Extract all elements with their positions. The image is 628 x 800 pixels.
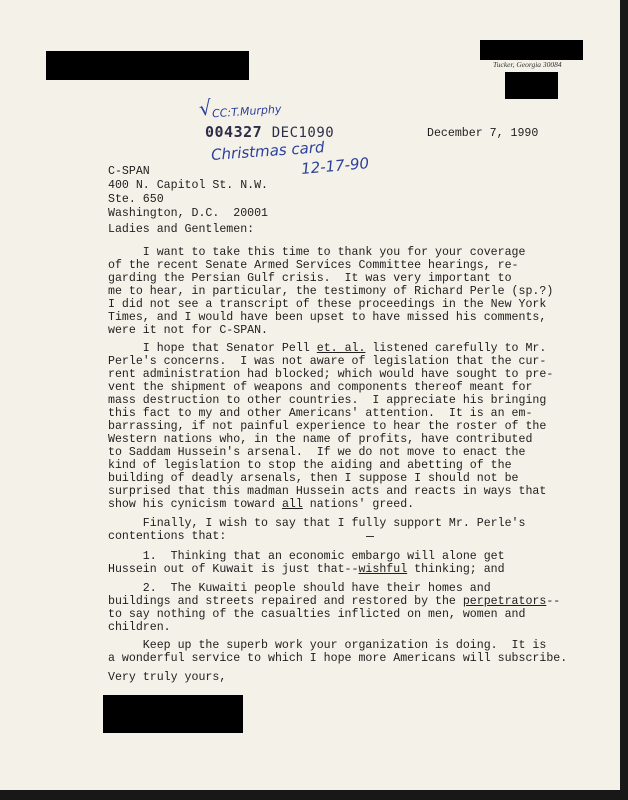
body-line: show his cynicism toward all nations' greed.: [108, 498, 415, 511]
salutation: Ladies and Gentlemen:: [108, 223, 255, 236]
list-item-line: to say nothing of the casualties inflicted on men, women and: [108, 608, 526, 621]
list-item-line: buildings and streets repaired and restored by the perpetrators--: [108, 595, 561, 608]
list-item-line: children.: [108, 621, 171, 634]
body-line: Times, and I would have been upset to have missed his comments,: [108, 311, 547, 324]
recipient-line: Ste. 650: [108, 193, 164, 206]
body-line: Finally, I wish to say that I fully support Mr. Perle's: [108, 517, 526, 530]
body-line: of the recent Senate Armed Services Committee hearings, re-: [108, 259, 519, 272]
body-line: rent administration had blocked; which would have sought to pre-: [108, 368, 554, 381]
scan-border-right: [620, 0, 628, 800]
body-line: were it not for C-SPAN.: [108, 324, 269, 337]
body-line: a wonderful service to which I hope more Americans will subscribe.: [108, 652, 568, 665]
underlined-text: wishful: [358, 563, 408, 576]
list-item-line: 1. Thinking that an economic embargo will alone get: [108, 550, 505, 563]
redacted-letterhead-left: [46, 51, 249, 80]
list-item-line: 2. The Kuwaiti people should have their homes and: [108, 582, 491, 595]
checkmark-annotation: √: [197, 95, 214, 121]
body-line: I hope that Senator Pell et. al. listened carefully to Mr.: [108, 342, 547, 355]
handwritten-note-line2: 12-17-90: [300, 154, 370, 178]
recipient-line: C-SPAN: [108, 165, 150, 178]
scan-border-bottom: [0, 790, 628, 800]
redacted-letterhead-small: [505, 72, 558, 99]
stamp-number: 004327: [205, 123, 263, 141]
underlined-text: all: [281, 498, 303, 511]
body-line: Keep up the superb work your organization is doing. It is: [108, 639, 547, 652]
underlined-text: et. al.: [316, 342, 366, 355]
body-line: contentions that:: [108, 530, 227, 543]
body-line: mass destruction to other countries. I appreciate his bringing: [108, 394, 547, 407]
pen-mark: [366, 536, 374, 537]
cc-annotation: CC:T.Murphy: [211, 102, 282, 121]
body-line: this fact to my and other Americans' attention. It is an em-: [108, 407, 533, 420]
body-line: to Saddam Hussein's arsenal. If we do not move to enact the: [108, 446, 526, 459]
underlined-text: perpetrators: [462, 595, 547, 608]
body-line: garding the Persian Gulf crisis. It was very important to: [108, 272, 512, 285]
body-line: vent the shipment of weapons and components thereof meant for: [108, 381, 533, 394]
return-address: Tucker, Georgia 30084: [493, 60, 562, 69]
body-line: Perle's concerns. I was not aware of legislation that the cur-: [108, 355, 547, 368]
recipient-line: Washington, D.C. 20001: [108, 207, 269, 220]
body-line: Western nations who, in the name of profits, have contributed: [108, 433, 533, 446]
body-line: I want to take this time to thank you for your coverage: [108, 246, 526, 259]
recipient-line: 400 N. Capitol St. N.W.: [108, 179, 269, 192]
body-line: surprised that this madman Hussein acts and reacts in ways that: [108, 485, 547, 498]
stamp-date: DEC1090: [271, 125, 335, 141]
redacted-signature: [103, 695, 243, 733]
body-line: building of deadly arsenals, then I suppose I should not be: [108, 472, 519, 485]
handwritten-note-line1: Christmas card: [210, 138, 326, 164]
letter-date: December 7, 1990: [427, 127, 539, 140]
list-item-line: Hussein out of Kuwait is just that--wishful thinking; and: [108, 563, 505, 576]
body-line: kind of legislation to stop the aiding and abetting of the: [108, 459, 512, 472]
redacted-letterhead-right: [480, 40, 583, 60]
body-line: me to hear, in particular, the testimony of Richard Perle (sp.?): [108, 285, 554, 298]
body-line: I did not see a transcript of these proceedings in the New York: [108, 298, 547, 311]
body-line: barrassing, if not painful experience to hear the roster of the: [108, 420, 547, 433]
signoff: Very truly yours,: [108, 671, 227, 684]
